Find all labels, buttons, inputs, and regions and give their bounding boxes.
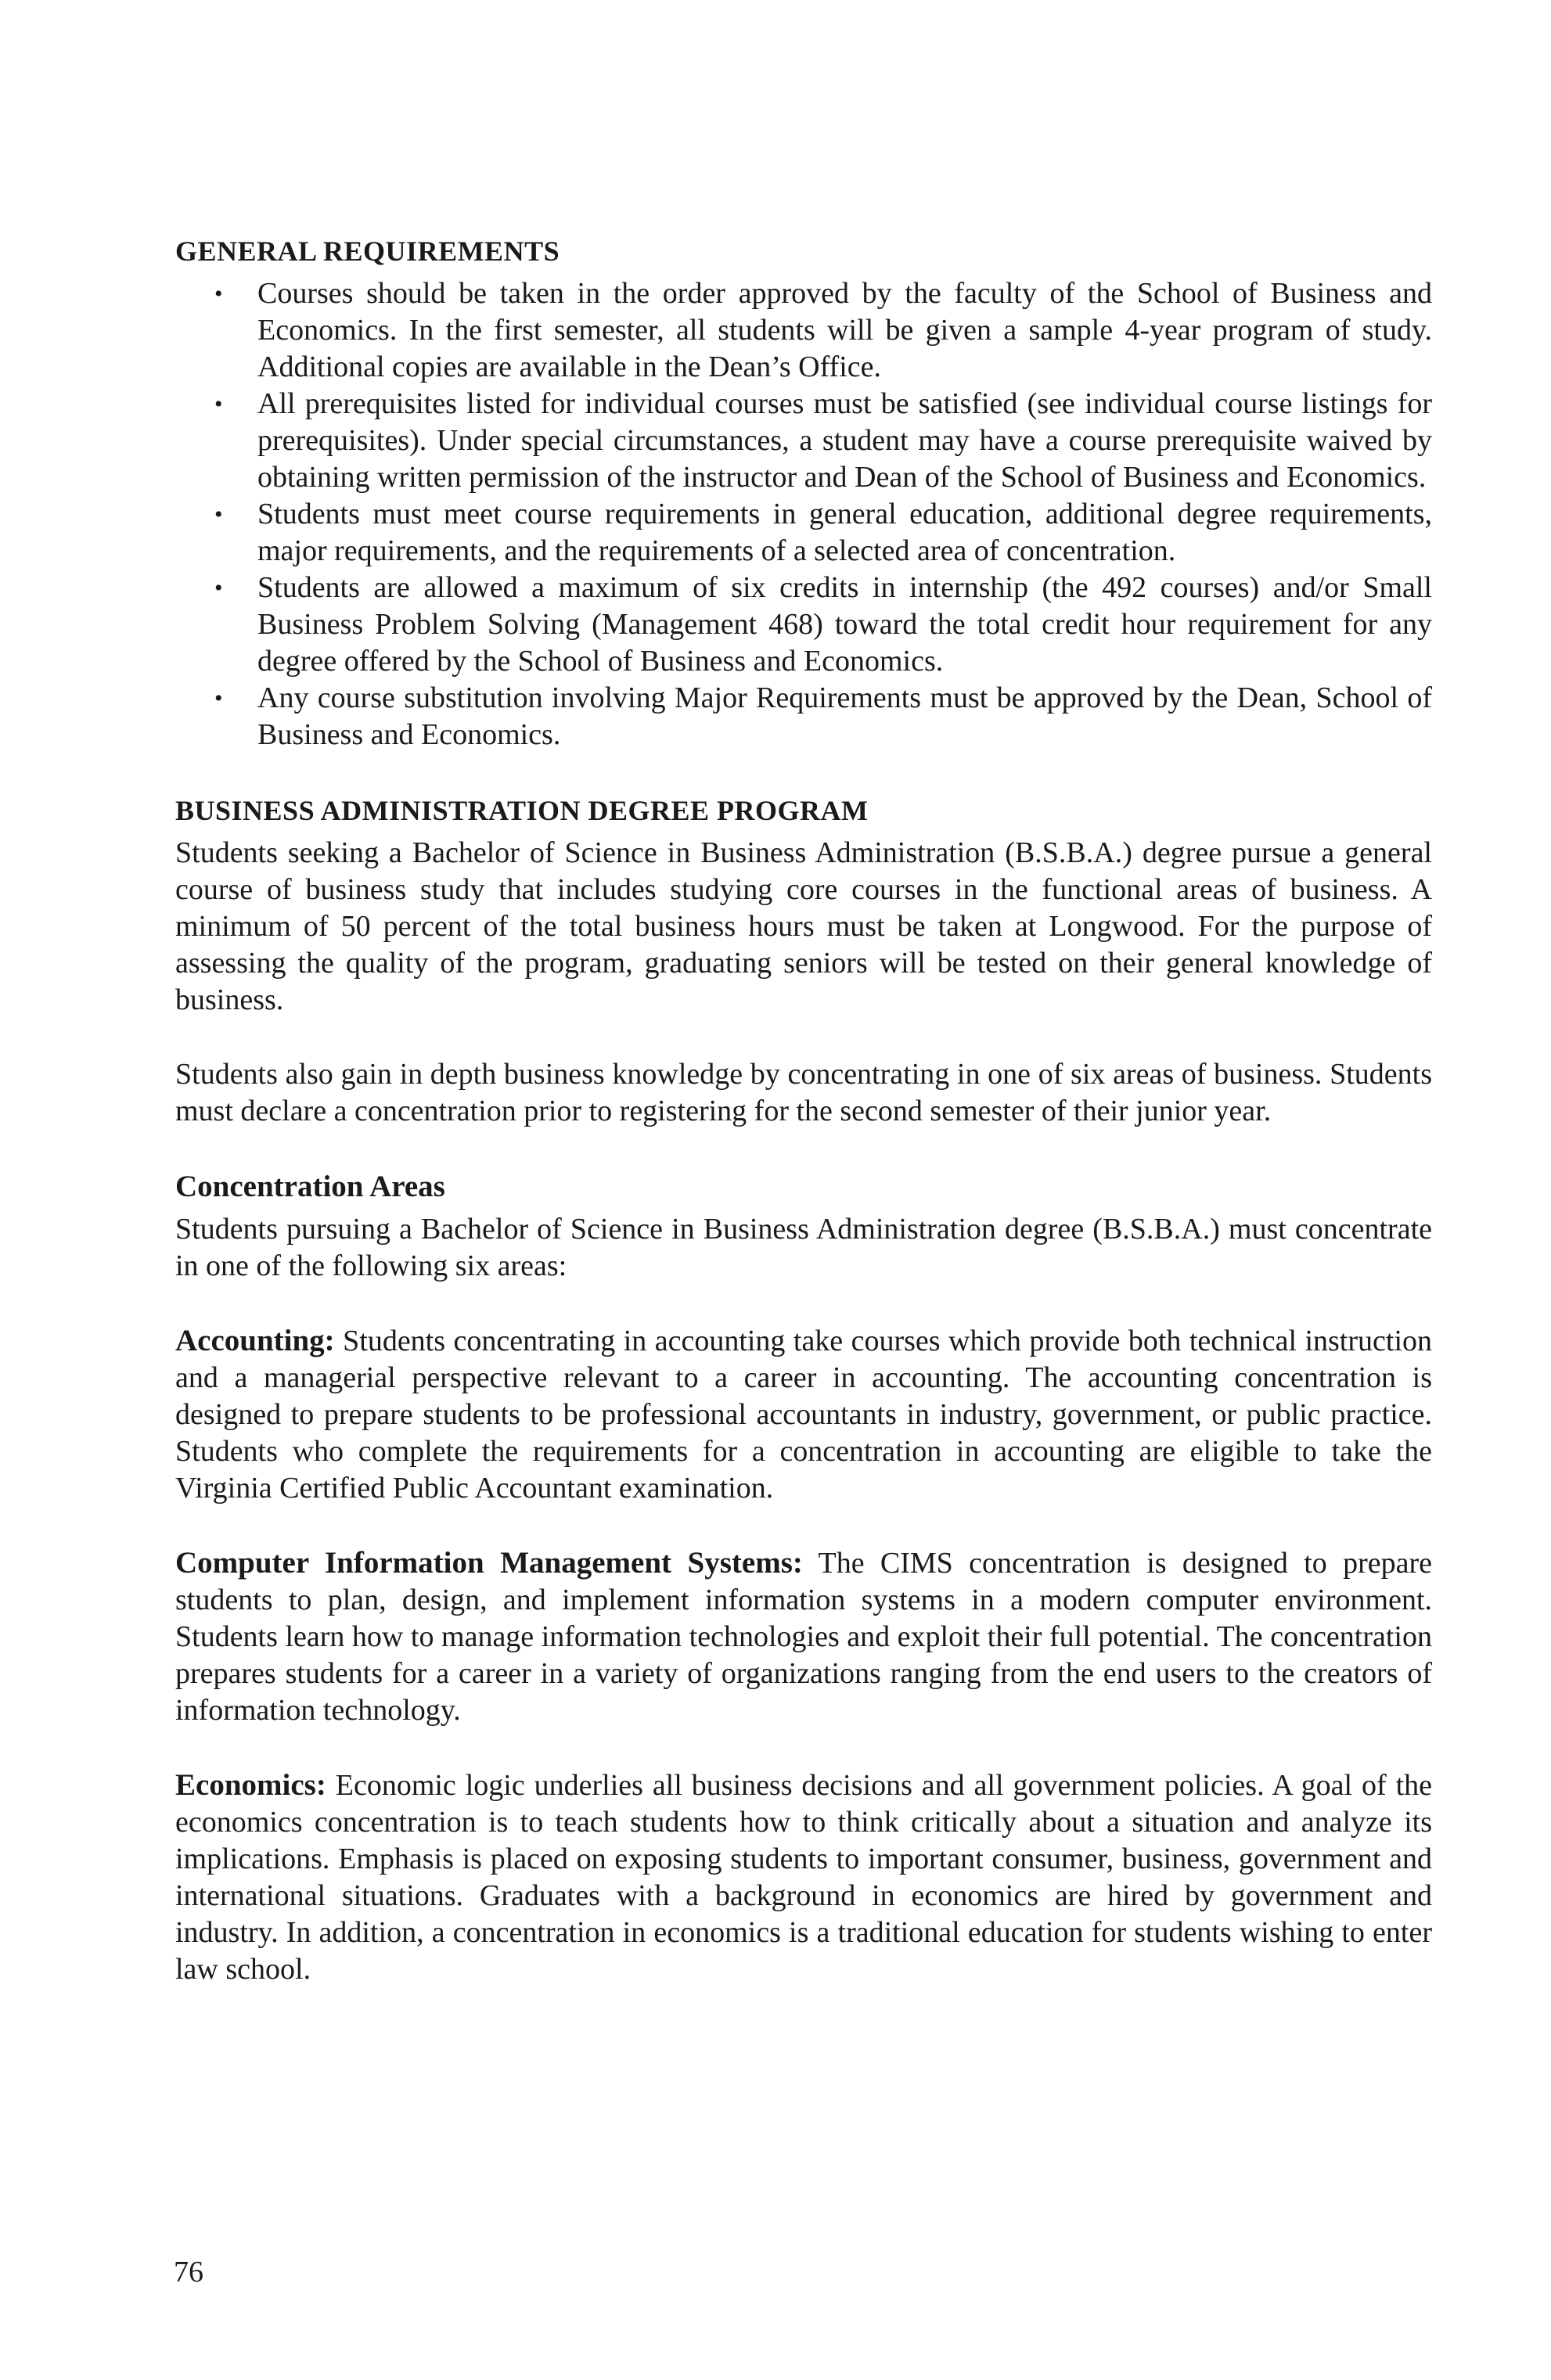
bullet-icon: • [214, 502, 223, 527]
document-page [175, 232, 1432, 1988]
requirement-item [175, 386, 1432, 496]
requirement-item [175, 680, 1432, 753]
requirement-item [175, 570, 1432, 680]
concentration-areas-heading: Concentration Areas [175, 1170, 445, 1203]
requirement-item [175, 275, 1432, 386]
general-requirements-heading: GENERAL REQUIREMENTS [175, 235, 560, 267]
requirement-text: Students must meet course requirements in general education, additional degree requirements, major requirements, and the requirements of a selected area of concentration. [257, 498, 1432, 567]
page-number: 76 [174, 2256, 203, 2288]
concentration-term: Accounting: [175, 1324, 335, 1357]
general-requirements-list [175, 275, 1432, 753]
concentration-accounting [175, 1322, 1432, 1507]
requirement-text: Any course substitution involving Major Requirements must be approved by the Dean, School of Business and Economics. [257, 681, 1432, 751]
requirement-text: Courses should be taken in the order approved by the faculty of the School of Business and Economics. In the first semester, all students will be given a sample 4-year program of study. Additional copies are available in the Dean’s Office. [257, 277, 1432, 383]
business-admin-paragraph: Students seeking a Bachelor of Science in Business Administration (B.S.B.A.) degree pursue a general course of business study that includes studying core courses in the functional areas of business. A minimum of 50 percent of the total business hours must be taken at Longwood. For the purpose of assessing the quality of the program, graduating seniors will be tested on their general knowledge of business. [175, 836, 1432, 1016]
concentration-text: The CIMS concentration is designed to prepare students to plan, design, and implement information systems in a modern computer environment. Students learn how to manage information technologies and exploit their full potential. The concentration prepares students for a career in a variety of organizations ranging from the end users to the creators of information technology. [175, 1547, 1432, 1727]
bullet-icon: • [214, 685, 223, 711]
bullet-icon: • [214, 281, 223, 307]
bullet-icon: • [214, 575, 223, 601]
business-admin-paragraph: Students also gain in depth business knowledge by concentrating in one of six areas of business. Students must declare a concentration prior to registering for the second semester of their junior year. [175, 1058, 1432, 1127]
concentration-cims [175, 1544, 1432, 1729]
concentration-intro: Students pursuing a Bachelor of Science in Business Administration degree (B.S.B.A.) must concentrate in one of the following six areas: [175, 1213, 1432, 1282]
requirement-text: All prerequisites listed for individual courses must be satisfied (see individual course listings for prerequisites). Under special circumstances, a student may have a course prerequisite waived by obtaining written permission of the instructor and Dean of the School of Business and Economics. [257, 387, 1432, 494]
concentration-economics [175, 1767, 1432, 1988]
concentration-term: Computer Information Management Systems: [175, 1546, 803, 1580]
bullet-icon: • [214, 391, 223, 417]
requirement-text: Students are allowed a maximum of six credits in internship (the 492 courses) and/or Small Business Problem Solving (Management 468) toward the total credit hour requirement for any degree offered by the School of Business and Economics. [257, 571, 1432, 678]
business-admin-heading: BUSINESS ADMINISTRATION DEGREE PROGRAM [175, 795, 869, 826]
concentration-text: Students concentrating in accounting take courses which provide both technical instruction and a managerial perspective relevant to a career in accounting. The accounting concentration is designed to prepare students to be professional accountants in industry, government, or public practice. Students who complete the requirements for a concentration in accounting are eligible to take the Virginia Certified Public Accountant examination. [175, 1325, 1432, 1505]
concentration-term: Economics: [175, 1768, 326, 1802]
requirement-item [175, 496, 1432, 570]
concentration-text: Economic logic underlies all business decisions and all government policies. A goal of the economics concentration is to teach students how to think critically about a situation and analyze its implications. Emphasis is placed on exposing students to important consumer, business, government and international situations. Graduates with a background in economics are hired by government and industry. In addition, a concentration in economics is a traditional education for students wishing to enter law school. [175, 1769, 1432, 1986]
